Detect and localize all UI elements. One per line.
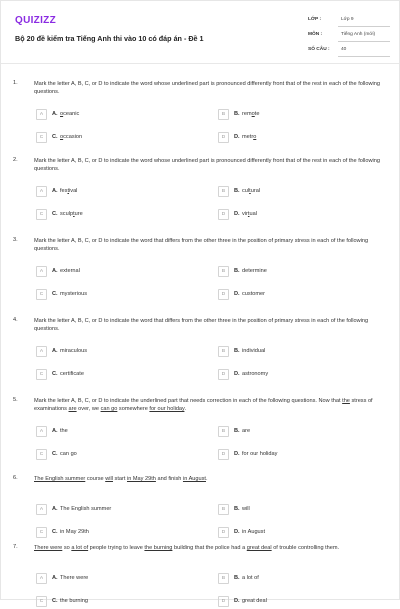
option-letter: B. bbox=[234, 187, 240, 194]
text-part: people trying to leave bbox=[88, 545, 145, 551]
option-text bbox=[60, 428, 68, 434]
option-letter: A. bbox=[52, 574, 58, 581]
answer-option-d[interactable] bbox=[218, 527, 378, 540]
option-text bbox=[60, 529, 89, 535]
option-text-part: sculp bbox=[60, 210, 74, 217]
option-letter: D. bbox=[234, 210, 240, 217]
answer-option-a[interactable] bbox=[36, 186, 196, 199]
option-checkbox[interactable]: A bbox=[36, 186, 47, 197]
answer-option-c[interactable] bbox=[36, 527, 196, 540]
option-checkbox[interactable]: D bbox=[218, 209, 229, 220]
option-text-part: ure bbox=[74, 210, 83, 217]
question-text: Mark the letter A, B, C, or D to indicate the word whose underlined part is pronounced differently front that of the rest in each of the following questions. bbox=[34, 158, 380, 173]
option-letter: B. bbox=[234, 267, 240, 274]
underlined-part: for our holiday bbox=[149, 406, 185, 413]
answer-option-c[interactable] bbox=[36, 449, 196, 462]
option-text bbox=[60, 451, 77, 457]
question-text bbox=[34, 475, 384, 483]
option-text-part: metr bbox=[242, 133, 254, 140]
option-text-part: ual bbox=[249, 210, 257, 217]
option-underlined-part: o bbox=[60, 133, 64, 140]
option-text-part: miraculous bbox=[60, 347, 88, 354]
answer-option-b[interactable] bbox=[218, 109, 378, 122]
answer-option-b[interactable] bbox=[218, 426, 378, 439]
option-checkbox[interactable]: B bbox=[218, 573, 229, 584]
answer-option-c[interactable] bbox=[36, 132, 196, 145]
option-letter: A. bbox=[52, 267, 58, 274]
option-text-part: ural bbox=[250, 187, 261, 194]
option-checkbox[interactable]: A bbox=[36, 573, 47, 584]
answer-option-b[interactable] bbox=[218, 504, 378, 517]
option-letter: D. bbox=[234, 133, 240, 140]
text-part: of trouble controlling them. bbox=[271, 545, 340, 551]
option-text bbox=[242, 506, 250, 512]
option-text-part: can go bbox=[60, 450, 77, 457]
option-text-part: will bbox=[242, 505, 250, 512]
option-text-part: ival bbox=[69, 187, 78, 194]
option-checkbox[interactable]: C bbox=[36, 596, 47, 607]
option-text-part: individual bbox=[242, 347, 266, 354]
question-text: Mark the letter A, B, C, or D to indicate the word whose underlined part is pronounced differently front that of the rest in each of the following questions. bbox=[34, 81, 380, 96]
option-letter: D. bbox=[234, 597, 240, 604]
question-number: 3. bbox=[13, 237, 18, 243]
question-text: Mark the letter A, B, C, or D to indicate the word that differs from the other three in the position of primary stress in each of the following questions. bbox=[34, 238, 369, 253]
answer-option-c[interactable] bbox=[36, 596, 196, 609]
answer-option-c[interactable] bbox=[36, 209, 196, 222]
answer-option-b[interactable] bbox=[218, 266, 378, 279]
answer-option-a[interactable] bbox=[36, 266, 196, 279]
option-checkbox[interactable]: A bbox=[36, 109, 47, 120]
text-part: course bbox=[85, 476, 106, 482]
option-text-part: ceanic bbox=[63, 110, 80, 117]
answer-option-d[interactable] bbox=[218, 132, 378, 145]
question-number: 7. bbox=[13, 544, 18, 550]
meta-underline bbox=[338, 41, 390, 42]
option-underlined-part: o bbox=[60, 110, 64, 117]
option-checkbox[interactable]: C bbox=[36, 132, 47, 143]
option-text bbox=[60, 268, 80, 274]
answer-option-a[interactable] bbox=[36, 109, 196, 122]
answer-option-b[interactable] bbox=[218, 346, 378, 359]
answer-option-a[interactable] bbox=[36, 573, 196, 586]
option-text-part: The English summer bbox=[60, 505, 112, 512]
option-checkbox[interactable]: D bbox=[218, 132, 229, 143]
option-checkbox[interactable]: B bbox=[218, 186, 229, 197]
option-text bbox=[242, 291, 265, 297]
option-underlined-part: t bbox=[247, 210, 250, 217]
option-underlined-part: t bbox=[73, 210, 75, 217]
option-text-part: are bbox=[242, 427, 251, 434]
underlined-part: can go bbox=[100, 406, 118, 413]
meta-label: LỚP : bbox=[308, 17, 322, 22]
option-text-part: certificate bbox=[60, 370, 84, 377]
option-text bbox=[60, 291, 87, 297]
worksheet-title: Bộ 20 đề kiểm tra Tiếng Anh thi vào 10 có đáp án - Đề 1 bbox=[15, 34, 204, 43]
answer-option-c[interactable] bbox=[36, 289, 196, 302]
option-text-part: cul bbox=[242, 187, 250, 194]
answer-option-b[interactable] bbox=[218, 573, 378, 586]
option-checkbox[interactable]: C bbox=[36, 449, 47, 460]
option-letter: A. bbox=[52, 110, 58, 117]
option-checkbox[interactable]: D bbox=[218, 449, 229, 460]
option-letter: D. bbox=[234, 290, 240, 297]
option-underlined-part: t bbox=[67, 187, 70, 194]
option-letter: A. bbox=[52, 505, 58, 512]
option-letter: C. bbox=[52, 290, 58, 297]
underlined-part: in May 29th bbox=[126, 476, 156, 482]
option-text bbox=[242, 188, 260, 194]
option-text-part: mysterious bbox=[60, 290, 88, 297]
meta-underline bbox=[338, 26, 390, 27]
option-text-part: fes bbox=[60, 187, 68, 194]
text-part: . bbox=[205, 476, 208, 482]
question-number: 6. bbox=[13, 475, 18, 481]
option-letter: C. bbox=[52, 528, 58, 535]
option-text-part: ccasion bbox=[63, 133, 83, 140]
header-divider bbox=[1, 63, 399, 64]
option-text bbox=[60, 506, 111, 512]
text-part: . bbox=[184, 406, 186, 413]
option-text bbox=[242, 575, 259, 581]
question-number: 1. bbox=[13, 80, 18, 86]
question-text bbox=[34, 397, 384, 414]
option-checkbox[interactable]: C bbox=[36, 527, 47, 538]
option-text bbox=[242, 268, 267, 274]
option-checkbox[interactable]: D bbox=[218, 289, 229, 300]
option-text bbox=[242, 348, 265, 354]
underlined-part: a lot of bbox=[71, 545, 89, 551]
option-text-part: te bbox=[254, 110, 260, 117]
option-text-part: the bbox=[60, 427, 68, 434]
option-text-part: vir bbox=[242, 210, 248, 217]
option-checkbox[interactable]: C bbox=[36, 369, 47, 380]
option-checkbox[interactable]: B bbox=[218, 426, 229, 437]
option-text-part: in August bbox=[242, 528, 266, 535]
option-letter: C. bbox=[52, 597, 58, 604]
option-text bbox=[242, 211, 257, 217]
text-part: stress of examinations bbox=[34, 398, 373, 413]
option-letter: B. bbox=[234, 427, 240, 434]
underlined-part: There were bbox=[34, 545, 63, 551]
option-letter: B. bbox=[234, 505, 240, 512]
answer-option-b[interactable] bbox=[218, 186, 378, 199]
question-text: Mark the letter A, B, C, or D to indicate the word that differs from the other three in the position of primary stress in each of the following questions. bbox=[34, 318, 369, 333]
option-text bbox=[242, 111, 259, 117]
text-part: start bbox=[112, 476, 127, 482]
option-text-part: customer bbox=[242, 290, 266, 297]
option-letter: A. bbox=[52, 347, 58, 354]
option-letter: C. bbox=[52, 450, 58, 457]
option-text bbox=[60, 348, 87, 354]
option-checkbox[interactable]: A bbox=[36, 346, 47, 357]
option-text bbox=[60, 371, 84, 377]
meta-label: MÔN : bbox=[308, 32, 323, 37]
option-text bbox=[242, 529, 265, 535]
text-part: Mark the letter A, B, C, or D to indicate the underlined part that needs correction in each of the following questions. Now that bbox=[34, 398, 343, 404]
option-text bbox=[242, 598, 267, 604]
underlined-part: the bbox=[342, 398, 350, 404]
question-number: 5. bbox=[13, 397, 18, 403]
option-letter: B. bbox=[234, 574, 240, 581]
option-text-part: a lot of bbox=[242, 574, 259, 581]
option-text bbox=[242, 371, 268, 377]
option-text-part: external bbox=[60, 267, 80, 274]
option-text bbox=[60, 575, 88, 581]
question-text bbox=[34, 544, 384, 552]
option-letter: A. bbox=[52, 427, 58, 434]
option-underlined-part: o bbox=[251, 110, 255, 117]
option-text bbox=[60, 598, 88, 604]
meta-value: Lớp 9 bbox=[341, 17, 354, 22]
option-underlined-part: o bbox=[253, 133, 257, 140]
option-letter: D. bbox=[234, 450, 240, 457]
option-letter: B. bbox=[234, 110, 240, 117]
answer-option-d[interactable] bbox=[218, 596, 378, 609]
option-checkbox[interactable]: D bbox=[218, 596, 229, 607]
worksheet-header bbox=[15, 13, 387, 61]
option-letter: D. bbox=[234, 528, 240, 535]
text-part: so bbox=[62, 545, 72, 551]
underlined-part: are bbox=[68, 406, 77, 413]
option-letter: C. bbox=[52, 210, 58, 217]
option-text-part: rem bbox=[242, 110, 252, 117]
answer-option-d[interactable] bbox=[218, 289, 378, 302]
meta-label: SỐ CÂU : bbox=[308, 47, 330, 52]
option-checkbox[interactable]: A bbox=[36, 426, 47, 437]
option-letter: B. bbox=[234, 347, 240, 354]
answer-option-d[interactable] bbox=[218, 369, 378, 382]
underlined-part: The English summer bbox=[34, 476, 86, 482]
option-checkbox[interactable]: A bbox=[36, 266, 47, 277]
option-letter: D. bbox=[234, 370, 240, 377]
meta-value: Tiếng Anh (mới) bbox=[341, 32, 376, 37]
question-number: 2. bbox=[13, 157, 18, 163]
option-letter: A. bbox=[52, 187, 58, 194]
underlined-part: in August bbox=[182, 476, 206, 482]
option-text-part: for our holiday bbox=[242, 450, 278, 457]
option-checkbox[interactable]: B bbox=[218, 266, 229, 277]
answer-option-a[interactable] bbox=[36, 346, 196, 359]
option-checkbox[interactable]: B bbox=[218, 109, 229, 120]
text-part: and finish bbox=[155, 476, 183, 482]
answer-option-c[interactable] bbox=[36, 369, 196, 382]
option-text bbox=[242, 451, 277, 457]
text-part: building that the police had a bbox=[172, 545, 247, 551]
underlined-part: the burning bbox=[144, 545, 173, 551]
answer-option-a[interactable] bbox=[36, 426, 196, 439]
option-checkbox[interactable]: C bbox=[36, 209, 47, 220]
answer-option-a[interactable] bbox=[36, 504, 196, 517]
option-checkbox[interactable]: C bbox=[36, 289, 47, 300]
quizizz-logo: QUIZIZZ bbox=[15, 15, 56, 26]
option-text bbox=[242, 134, 256, 140]
option-letter: C. bbox=[52, 370, 58, 377]
option-checkbox[interactable]: B bbox=[218, 346, 229, 357]
text-part: over, we bbox=[76, 406, 101, 413]
option-text-part: There were bbox=[60, 574, 89, 581]
option-text bbox=[60, 188, 77, 194]
option-text-part: in May 29th bbox=[60, 528, 89, 535]
text-part: somewhere bbox=[117, 406, 150, 413]
option-checkbox[interactable]: D bbox=[218, 527, 229, 538]
question-number: 4. bbox=[13, 317, 18, 323]
answer-option-d[interactable] bbox=[218, 209, 378, 222]
option-checkbox[interactable]: A bbox=[36, 504, 47, 515]
option-checkbox[interactable]: D bbox=[218, 369, 229, 380]
answer-option-d[interactable] bbox=[218, 449, 378, 462]
underlined-part: great deal bbox=[246, 545, 272, 551]
option-letter: C. bbox=[52, 133, 58, 140]
meta-value: 40 bbox=[341, 47, 347, 52]
option-text-part: determine bbox=[242, 267, 267, 274]
underlined-part: will bbox=[105, 476, 113, 482]
meta-underline bbox=[338, 56, 390, 57]
option-underlined-part: t bbox=[249, 187, 251, 194]
option-text-part: the burning bbox=[60, 597, 88, 604]
option-text bbox=[60, 111, 79, 117]
option-text-part: great deal bbox=[242, 597, 267, 604]
option-checkbox[interactable]: B bbox=[218, 504, 229, 515]
option-text bbox=[60, 211, 83, 217]
option-text bbox=[242, 428, 250, 434]
option-text bbox=[60, 134, 82, 140]
option-text-part: astronomy bbox=[242, 370, 269, 377]
